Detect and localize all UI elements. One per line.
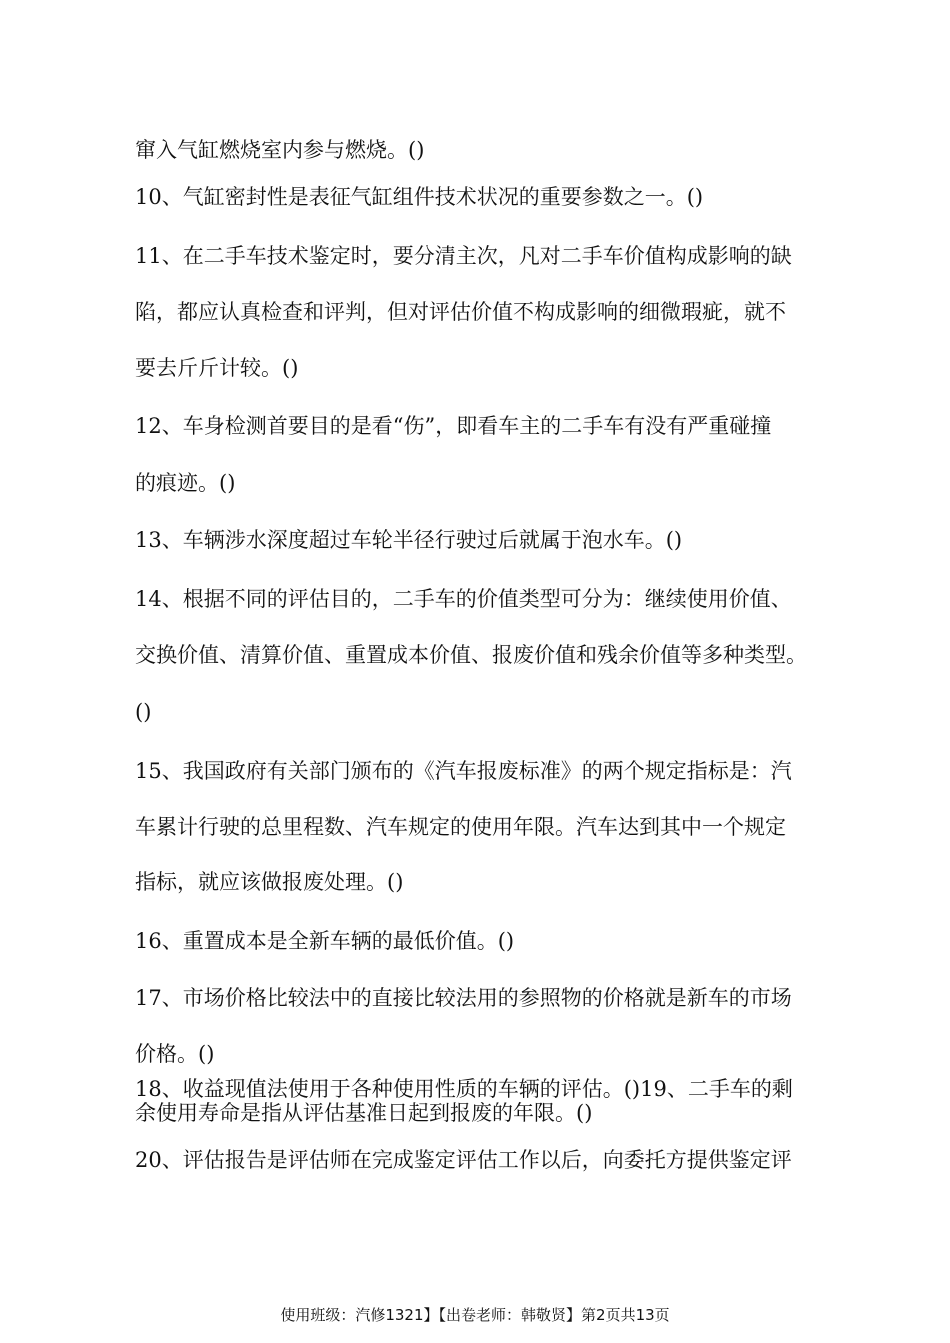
text-line-1: 窜入气缸燃烧室内参与燃烧。() [135,138,425,162]
text-line-17: 价格。() [135,1042,215,1066]
text-line-5: 要去斤斤计较。() [135,356,299,380]
text-line-6: 12、车身检测首要目的是看“伤”，即看车主的二手车有没有严重碰撞 [135,414,772,438]
text-line-12: 15、我国政府有关部门颁布的《汽车报废标准》的两个规定指标是：汽 [135,759,792,783]
text-line-3: 11、在二手车技术鉴定时，要分清主次，凡对二手车价值构成影响的缺 [135,244,792,268]
text-line-13: 车累计行驶的总里程数、汽车规定的使用年限。汽车达到其中一个规定 [135,815,786,839]
text-line-18: 18、收益现值法使用于各种使用性质的车辆的评估。()19、二手车的剩 [135,1077,793,1101]
text-line-15: 16、重置成本是全新车辆的最低价值。() [135,929,515,953]
text-line-9: 14、根据不同的评估目的，二手车的价值类型可分为：继续使用价值、 [135,587,792,611]
page-footer: 使用班级：汽修1321】【出卷老师：韩敬贤】第2页共13页 [280,1306,670,1324]
text-line-7: 的痕迹。() [135,471,236,495]
text-line-14: 指标，就应该做报废处理。() [135,870,404,894]
text-line-4: 陷，都应认真检查和评判，但对评估价值不构成影响的细微瑕疵，就不 [135,300,786,324]
text-line-19: 余使用寿命是指从评估基准日起到报废的年限。() [135,1101,593,1125]
text-line-20: 20、评估报告是评估师在完成鉴定评估工作以后，向委托方提供鉴定评 [135,1148,792,1172]
text-line-8: 13、车辆涉水深度超过车轮半径行驶过后就属于泡水车。() [135,528,683,552]
text-line-2: 10、气缸密封性是表征气缸组件技术状况的重要参数之一。() [135,185,704,209]
text-line-16: 17、市场价格比较法中的直接比较法用的参照物的价格就是新车的市场 [135,986,792,1010]
text-line-11: () [135,700,152,724]
text-line-10: 交换价值、清算价值、重置成本价值、报废价值和残余价值等多种类型。 [135,643,807,667]
